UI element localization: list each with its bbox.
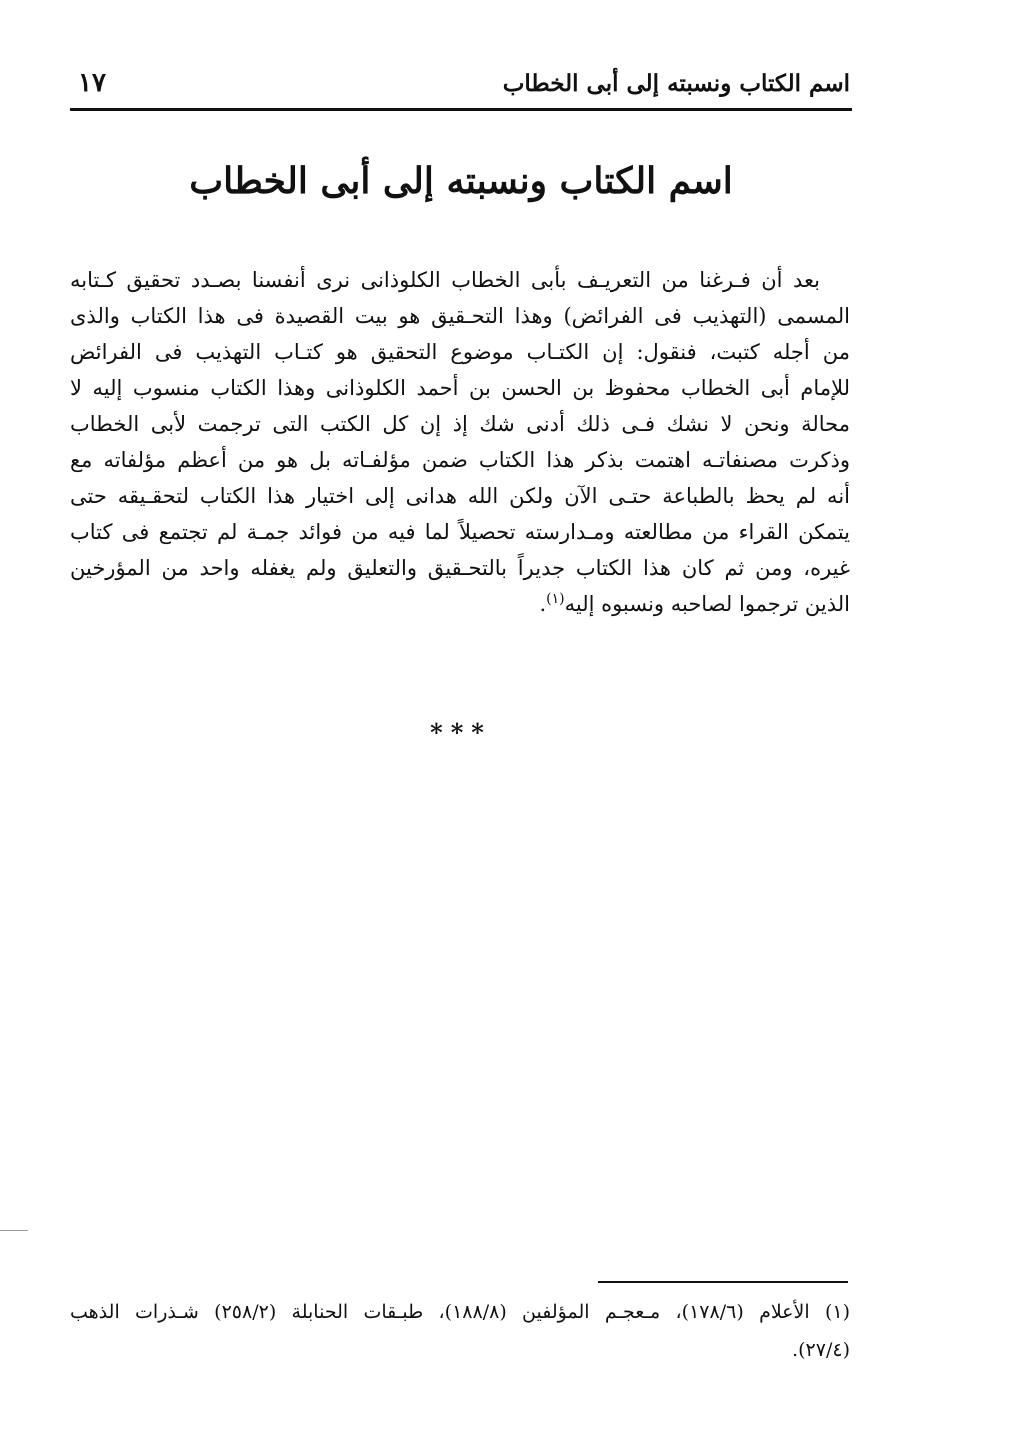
header-rule: [70, 108, 852, 111]
body-line: أنه لم يحظ بالطباعة حتـى الآن ولكن الله هدانى إلى اختيار هذا الكتاب لتحقـيقه حتى: [70, 484, 850, 508]
scan-edge-mark: [0, 1230, 28, 1231]
body-line: محالة ونحن لا نشك فـى ذلك أدنى شك إذ إن كل الكتب التى ترجمت لأبى الخطاب: [70, 412, 850, 436]
body-line: بعد أن فـرغنا من التعريـف بأبى الخطاب الكلوذانى نرى أنفسنا بصـدد تحقيق كـتابه: [70, 268, 820, 292]
body-last-line-end: .: [539, 592, 547, 616]
footnotes: [70, 1293, 850, 1369]
body-line: غيره، ومن ثم كان هذا الكتاب جديراً بالتحـقيق والتعليق ولم يغفله واحد من المؤرخين: [70, 556, 850, 580]
body-line: يتمكن القراء من مطالعته ومـدارسته تحصيلاً لما فيه من فوائد جمـة لم تجتمع فى كتاب: [70, 520, 850, 544]
footnote-rule: [598, 1281, 848, 1283]
section-separator: ***: [430, 718, 492, 747]
running-header: [72, 68, 850, 108]
body-line-last: [70, 586, 850, 622]
running-title: اسم الكتاب ونسبته إلى أبى الخطاب: [502, 70, 850, 97]
page-number: ١٧: [78, 68, 106, 98]
body-line: للإمام أبى الخطاب محفوظ بن الحسن بن أحمد الكلوذانى وهذا الكتاب منسوب إليه لا: [70, 376, 850, 400]
footnote-reference[interactable]: (١): [546, 591, 565, 607]
body-line: المسمى (التهذيب فى الفرائض) وهذا التحـقيق هو بيت القصيدة فى هذا الكتاب والذى: [70, 304, 850, 328]
chapter-title: اسم الكتاب ونسبته إلى أبى الخطاب: [189, 160, 733, 202]
body-paragraph: [70, 262, 850, 622]
body-line: وذكرت مصنفاتـه اهتمت بذكر هذا الكتاب ضمن مؤلفـاته بل هو من أعظم مؤلفاته مع: [70, 448, 850, 472]
footnote-line: (٢٧/٤).: [792, 1339, 850, 1361]
body-line: من أجله كتبت، فنقول: إن الكتـاب موضوع التحقيق هو كتـاب التهذيب فى الفرائض: [70, 340, 850, 364]
body-last-line-text: الذين ترجموا لصاحبه ونسبوه إليه: [564, 592, 850, 616]
footnote-line: (١) الأعلام (١٧٨/٦)، مـعجـم المؤلفين (١٨٨/٨)، طبـقات الحنابلة (٢٥٨/٢) شـذرات الذهب: [70, 1301, 850, 1323]
